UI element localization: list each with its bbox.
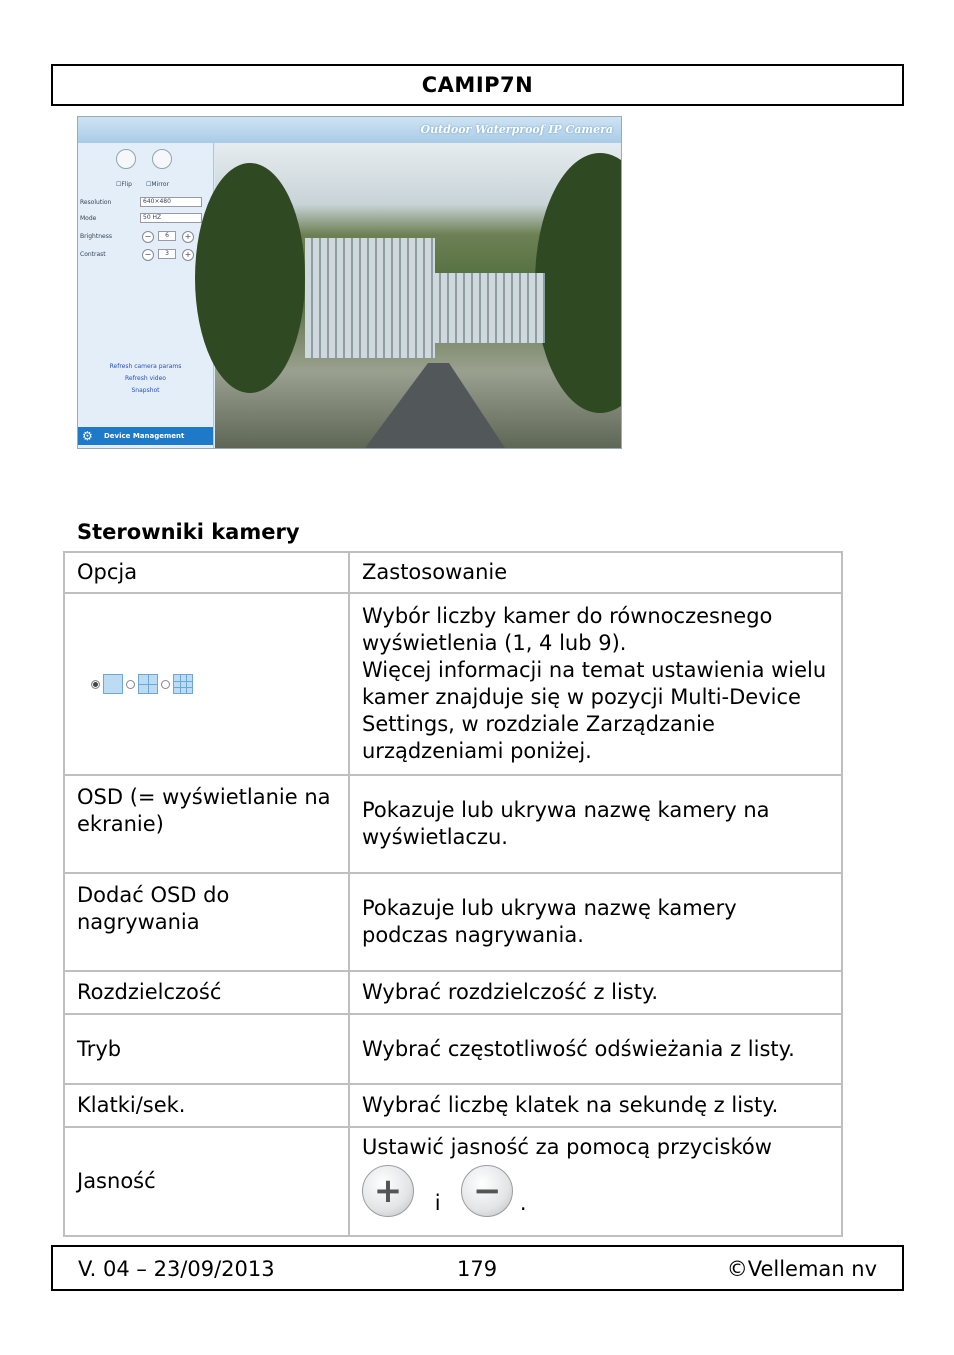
option-cell: Jasność (64, 1127, 349, 1236)
version-text: V. 04 – 23/09/2013 (78, 1257, 275, 1281)
flip-checkbox-label: ☐Flip (116, 181, 132, 188)
end-punctuation: . (519, 1191, 527, 1215)
contrast-label: Contrast (80, 251, 106, 258)
option-cell: Klatki/sek. (64, 1084, 349, 1127)
radio-icon (126, 680, 135, 689)
snapshot-link: Snapshot (131, 387, 160, 394)
table-row (64, 1084, 842, 1127)
tree (195, 163, 305, 393)
page-number: 179 (457, 1257, 498, 1281)
table-row (64, 1127, 842, 1236)
camera-video-image (215, 143, 621, 448)
minus-icon: − (142, 249, 154, 261)
table-row (64, 775, 842, 873)
brightness-value: 6 (158, 231, 176, 241)
radio-icon (161, 680, 170, 689)
layout-selector-cell (64, 593, 349, 775)
section-title: Sterowniki kamery (77, 520, 300, 544)
document-footer (51, 1245, 904, 1291)
document-header (51, 64, 904, 106)
screenshot-banner-text: Outdoor Waterproof IP Camera (420, 123, 613, 136)
mode-label: Mode (80, 215, 97, 222)
model-title: CAMIP7N (421, 73, 534, 97)
single-view-icon (103, 674, 123, 694)
device-management-bar (78, 427, 213, 445)
option-cell: Tryb (64, 1014, 349, 1084)
brightness-usage-text: Ustawić jasność za pomocą przycisków (362, 1135, 772, 1159)
header-option: Opcja (64, 552, 349, 593)
header-usage: Zastosowanie (349, 552, 842, 593)
screenshot-banner (78, 117, 621, 143)
option-cell: Rozdzielczość (64, 971, 349, 1014)
mode-select: 50 HZ (140, 213, 202, 223)
mirror-checkbox-label: ☐Mirror (146, 181, 170, 188)
quad-view-icon (138, 674, 158, 694)
camera-ui-screenshot (77, 116, 622, 449)
resolution-select: 640×480 (140, 197, 202, 207)
usage-cell (349, 1127, 842, 1236)
connector-text: i (434, 1191, 441, 1215)
gear-icon: ⚙ (82, 429, 93, 443)
usage-cell: Wybór liczby kamer do równoczesnego wyświetlenia (1, 4 lub 9). Więcej informacji na temat ustawienia wielu kamer znajduje się w pozycji Multi-Device Settings, w rozdziale Zarządzanie urządzeniami poniżej. (349, 593, 842, 775)
usage-cell: Wybrać liczbę klatek na sekundę z listy. (349, 1084, 842, 1127)
radio-selected-icon (91, 680, 100, 689)
usage-cell: Pokazuje lub ukrywa nazwę kamery na wyświetlaczu. (349, 775, 842, 873)
screenshot-sidebar (78, 143, 214, 448)
refresh-params-link: Refresh camera params (109, 363, 182, 370)
tree (535, 153, 622, 413)
refresh-video-link: Refresh video (125, 375, 166, 382)
minus-icon: − (142, 231, 154, 243)
table-row (64, 593, 842, 775)
table-row (64, 873, 842, 971)
plus-icon: + (362, 1165, 414, 1217)
table-header-row (64, 552, 842, 593)
road (365, 363, 505, 448)
usage-cell: Wybrać częstotliwość odświeżania z listy. (349, 1014, 842, 1084)
copyright-text: ©Velleman nv (726, 1257, 877, 1281)
table-row (64, 971, 842, 1014)
plus-icon: + (182, 249, 194, 261)
contrast-value: 3 (158, 249, 176, 259)
building (425, 273, 545, 343)
table-row (64, 1014, 842, 1084)
resolution-label: Resolution (80, 199, 112, 206)
minus-icon: − (461, 1165, 513, 1217)
building (305, 238, 435, 358)
record-icon (116, 149, 136, 169)
audio-icon (152, 149, 172, 169)
nine-view-icon (173, 674, 193, 694)
brightness-buttons (362, 1165, 829, 1217)
usage-cell: Wybrać rozdzielczość z listy. (349, 971, 842, 1014)
brightness-label: Brightness (80, 233, 112, 240)
option-cell: Dodać OSD do nagrywania (64, 873, 349, 971)
option-cell: OSD (= wyświetlanie na ekranie) (64, 775, 349, 873)
layout-selector (77, 674, 336, 694)
device-management-label: Device Management (104, 432, 185, 440)
controls-table (63, 551, 843, 1237)
usage-cell: Pokazuje lub ukrywa nazwę kamery podczas nagrywania. (349, 873, 842, 971)
plus-icon: + (182, 231, 194, 243)
